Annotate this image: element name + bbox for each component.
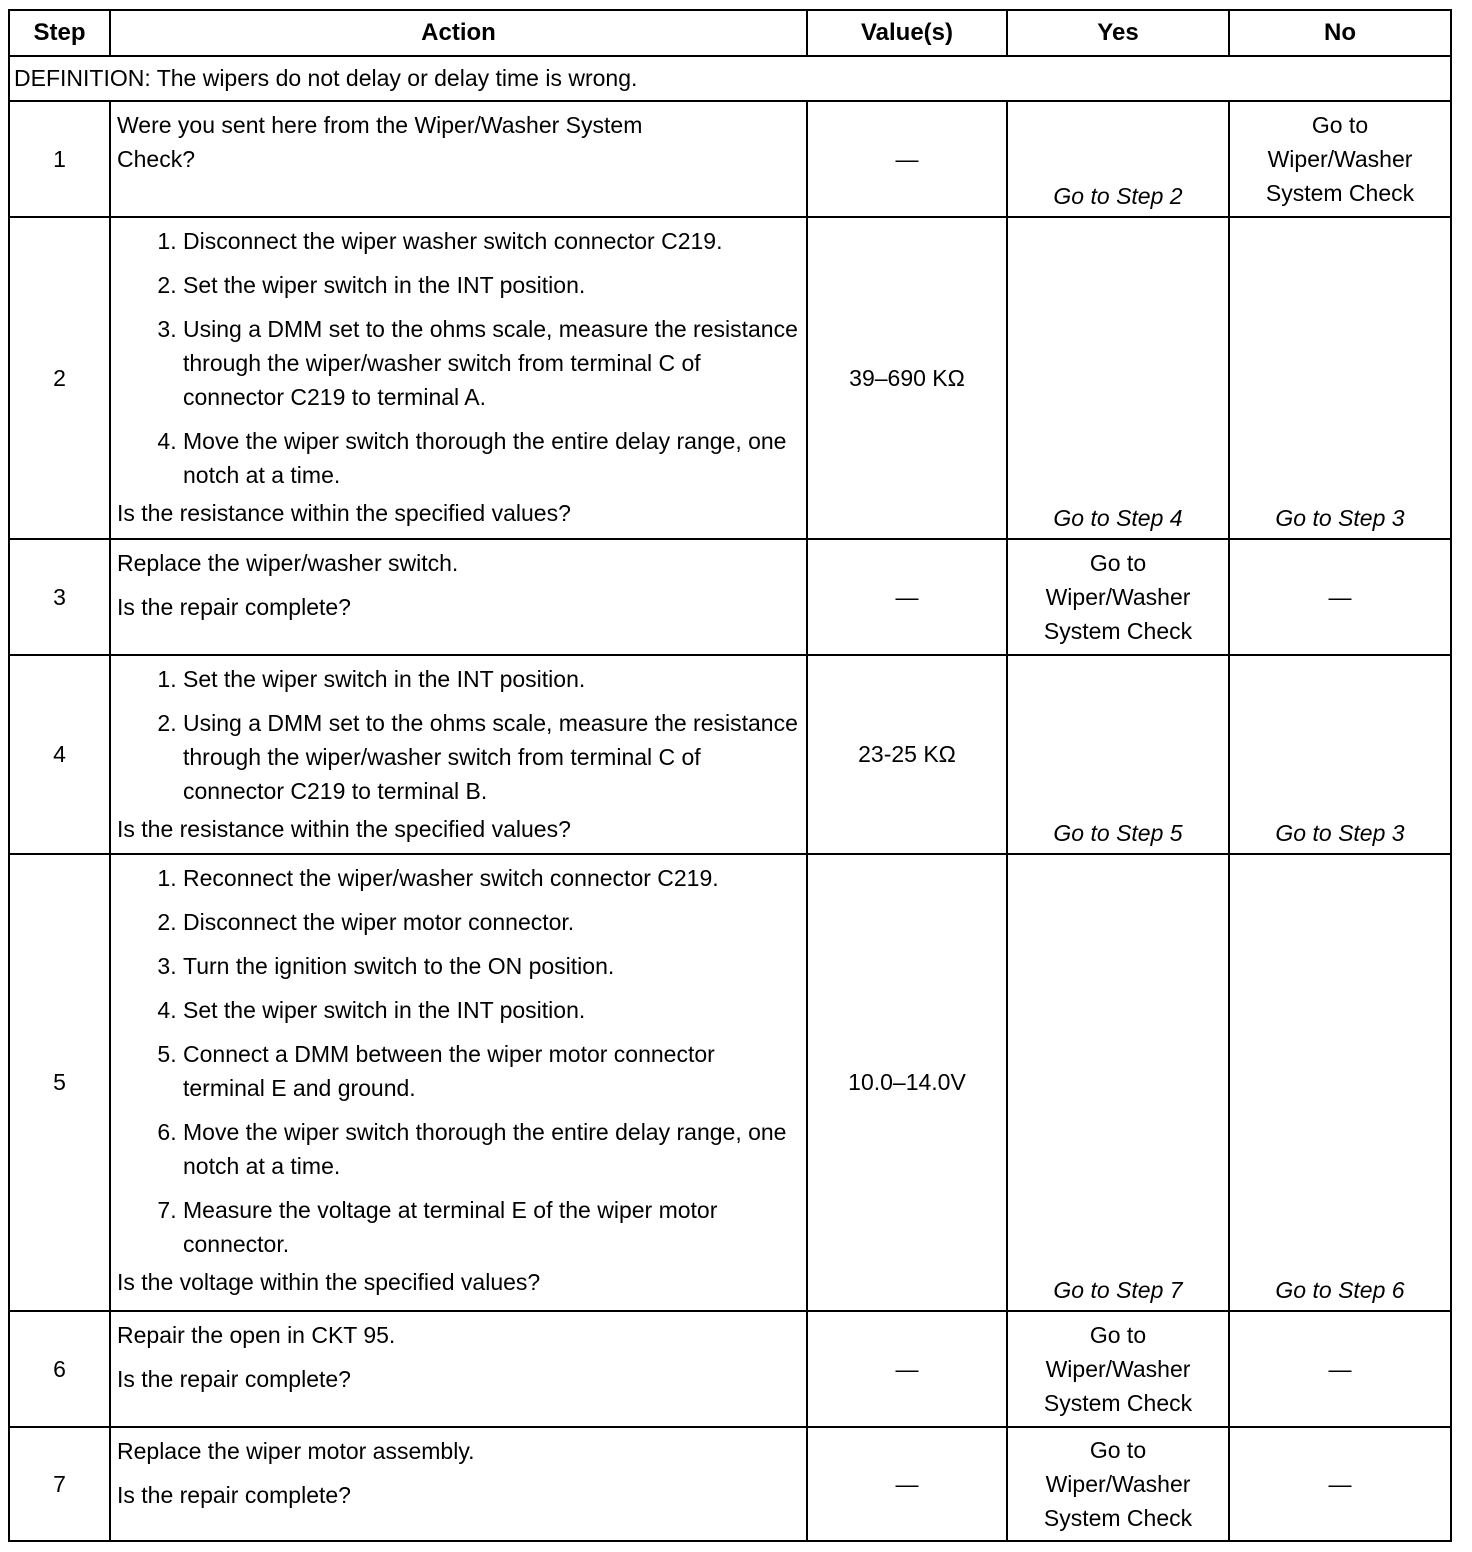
step-number: 3 — [9, 539, 110, 655]
instruction-item: 6. Move the wiper switch thorough the entire delay range, one notch at a time. — [183, 1115, 798, 1183]
action-question: Is the repair complete? — [117, 1366, 351, 1392]
step-number: 7 — [9, 1427, 110, 1541]
no-cell — [1229, 101, 1451, 217]
yes-line: System Check — [1043, 1390, 1193, 1416]
no-cell: — — [1229, 1427, 1451, 1541]
step-row-1 — [9, 101, 1451, 217]
value-cell: 10.0–14.0V — [807, 854, 1007, 1311]
value-cell: 23-25 KΩ — [807, 655, 1007, 854]
step-number: 1 — [9, 101, 110, 217]
action-cell — [110, 1427, 807, 1541]
instruction-item: 1. Disconnect the wiper washer switch connector C219. — [183, 224, 798, 258]
step-number: 2 — [9, 217, 110, 539]
value-cell: — — [807, 1311, 1007, 1427]
action-cell — [110, 101, 807, 217]
yes-cell: Go to Step 2 — [1007, 101, 1229, 217]
yes-line: System Check — [1043, 618, 1193, 644]
action-question: Is the voltage within the specified values? — [117, 1269, 541, 1295]
step-row-7 — [9, 1427, 1451, 1541]
no-cell: — — [1229, 539, 1451, 655]
action-question: Is the repair complete? — [117, 1482, 351, 1508]
header-yes: Yes — [1007, 10, 1229, 56]
no-line: System Check — [1265, 180, 1415, 206]
step-row-4 — [9, 655, 1451, 854]
no-line: Go to — [1311, 112, 1369, 138]
instruction-list — [117, 662, 798, 808]
header-step: Step — [9, 10, 110, 56]
instruction-item: 3. Using a DMM set to the ohms scale, measure the resistance through the wiper/washer switch from terminal C of connector C219 to terminal A. — [183, 312, 798, 414]
yes-line: Go to — [1089, 1437, 1147, 1463]
action-text: Were you sent here from the Wiper/Washer System Check? — [117, 112, 643, 172]
instruction-item: 2. Disconnect the wiper motor connector. — [183, 905, 798, 939]
no-line: Wiper/Washer — [1267, 146, 1413, 172]
yes-line: Go to — [1089, 1322, 1147, 1348]
action-cell — [110, 854, 807, 1311]
value-cell: — — [807, 539, 1007, 655]
instruction-item: 2. Using a DMM set to the ohms scale, measure the resistance through the wiper/washer switch from terminal C of connector C219 to terminal B. — [183, 706, 798, 808]
instruction-item: 5. Connect a DMM between the wiper motor connector terminal E and ground. — [183, 1037, 798, 1105]
yes-cell: Go to Step 7 — [1007, 854, 1229, 1311]
yes-cell — [1007, 539, 1229, 655]
step-number: 4 — [9, 655, 110, 854]
instruction-item: 3. Turn the ignition switch to the ON position. — [183, 949, 798, 983]
action-text: Replace the wiper/washer switch. — [117, 550, 459, 576]
instruction-item: 4. Move the wiper switch thorough the entire delay range, one notch at a time. — [183, 424, 798, 492]
diagnostic-table — [8, 9, 1452, 1542]
action-question: Is the repair complete? — [117, 594, 351, 620]
yes-line: Wiper/Washer — [1045, 1471, 1191, 1497]
step-row-2 — [9, 217, 1451, 539]
definition-row — [9, 56, 1451, 101]
yes-cell — [1007, 1311, 1229, 1427]
no-cell: Go to Step 3 — [1229, 217, 1451, 539]
header-action: Action — [110, 10, 807, 56]
instruction-item: 1. Reconnect the wiper/washer switch connector C219. — [183, 861, 798, 895]
action-question: Is the resistance within the specified values? — [117, 816, 571, 842]
no-cell: — — [1229, 1311, 1451, 1427]
yes-line: System Check — [1043, 1505, 1193, 1531]
definition-text: DEFINITION: The wipers do not delay or delay time is wrong. — [9, 56, 1451, 101]
yes-line: Go to — [1089, 550, 1147, 576]
yes-line: Wiper/Washer — [1045, 584, 1191, 610]
step-number: 6 — [9, 1311, 110, 1427]
no-cell: Go to Step 3 — [1229, 655, 1451, 854]
action-question: Is the resistance within the specified values? — [117, 500, 571, 526]
no-cell: Go to Step 6 — [1229, 854, 1451, 1311]
instruction-list — [117, 861, 798, 1261]
yes-line: Wiper/Washer — [1045, 1356, 1191, 1382]
header-values: Value(s) — [807, 10, 1007, 56]
yes-cell: Go to Step 5 — [1007, 655, 1229, 854]
header-no: No — [1229, 10, 1451, 56]
action-cell — [110, 655, 807, 854]
action-cell — [110, 1311, 807, 1427]
step-number: 5 — [9, 854, 110, 1311]
yes-cell — [1007, 1427, 1229, 1541]
header-row — [9, 10, 1451, 56]
action-text: Repair the open in CKT 95. — [117, 1322, 396, 1348]
action-text: Replace the wiper motor assembly. — [117, 1438, 475, 1464]
instruction-item: 2. Set the wiper switch in the INT position. — [183, 268, 798, 302]
instruction-item: 4. Set the wiper switch in the INT position. — [183, 993, 798, 1027]
instruction-list — [117, 224, 798, 492]
value-cell: 39–690 KΩ — [807, 217, 1007, 539]
step-row-6 — [9, 1311, 1451, 1427]
action-cell — [110, 217, 807, 539]
instruction-item: 1. Set the wiper switch in the INT position. — [183, 662, 798, 696]
step-row-3 — [9, 539, 1451, 655]
value-cell: — — [807, 1427, 1007, 1541]
instruction-item: 7. Measure the voltage at terminal E of the wiper motor connector. — [183, 1193, 798, 1261]
step-row-5 — [9, 854, 1451, 1311]
value-cell: — — [807, 101, 1007, 217]
yes-cell: Go to Step 4 — [1007, 217, 1229, 539]
action-cell — [110, 539, 807, 655]
